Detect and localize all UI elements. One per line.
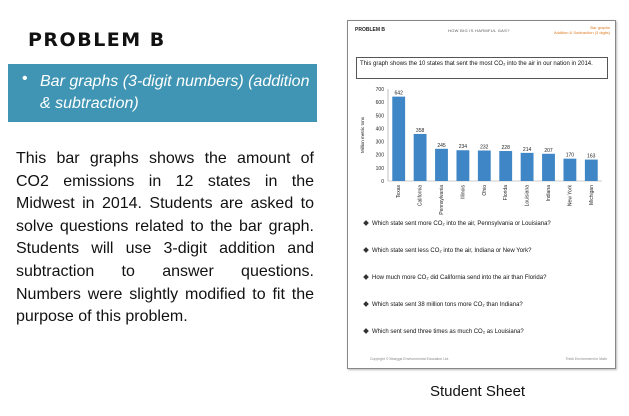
chart-svg [356,85,608,215]
y-tick-label: 700 [375,87,384,93]
x-tick-label: California [417,185,424,207]
bar-value-label: 245 [437,142,446,149]
y-tick-label: 600 [375,100,384,107]
question-item [364,248,609,254]
chart-bar [585,160,598,181]
bar-value-label: 214 [522,146,532,153]
sheet-center-label: HOW BIG IS HARMFUL GAS? [448,28,510,33]
sheet-right-label-1: Bar graphs [590,25,610,30]
bar-value-label: 228 [501,145,510,152]
y-tick-label: 400 [375,126,384,133]
chart-bar [563,159,576,181]
diamond-bullet-icon [363,221,369,227]
topic-banner [8,64,317,122]
bar-value-label: 232 [480,144,489,151]
bar-value-label: 358 [415,127,425,134]
footer-copyright: Copyright © Bluegga Environmental Education Ltd. [370,357,450,361]
x-tick-label: New York [567,185,574,207]
sheet-footer [370,357,607,363]
bar-value-label: 170 [565,152,575,159]
bar-value-label: 163 [587,153,596,160]
diamond-bullet-icon [363,275,369,281]
x-tick-label: Indiana [546,185,552,202]
page-title: PROBLEM B [28,29,166,51]
sheet-right-label-2: Addition & Subtraction (3 digits) [553,30,610,35]
x-tick-label: Pennsylvania [439,185,445,215]
diamond-bullet-icon [363,329,369,335]
sheet-caption: Student Sheet [430,383,526,400]
chart-bar [414,134,427,181]
y-tick-label: 500 [375,113,384,120]
footer-tagline: Think Environment in Math [565,357,607,361]
y-axis-label: Million metric tons [360,116,365,154]
bar-value-label: 207 [544,147,553,154]
sheet-problem-label: PROBLEM B [355,27,385,33]
question-item [364,302,609,308]
question-text: Which state sent 38 million tons more CO₂ than Indiana? [372,302,523,308]
question-item [364,275,609,281]
student-sheet-image [347,20,616,369]
x-tick-label: Florida [503,185,510,201]
y-tick-label: 200 [375,152,384,159]
x-tick-label: Illinois [460,185,467,199]
x-tick-label: Louisiana [524,185,531,207]
question-item [364,221,609,227]
sheet-header [353,26,610,38]
question-text: How much more CO₂ did California send into the air than Florida? [372,275,547,281]
co2-bar-chart [356,85,608,215]
diamond-bullet-icon [363,248,369,254]
sheet-intro: This graph shows the 10 states that sent the most CO₂ into the air in our nation in 2014. [356,57,608,79]
chart-bar [392,97,405,181]
question-text: Which state sent less CO₂ into the air, Indiana or New York? [372,248,532,254]
chart-bar [542,154,555,181]
question-text: Which sent send three times as much CO₂ as Louisiana? [372,329,524,335]
chart-bar [435,149,448,181]
question-text: Which state sent more CO₂ into the air, Pennsylvania or Louisiana? [372,221,551,227]
y-tick-label: 0 [381,179,384,185]
topic-text: Bar graphs (3-digit numbers) (addition & subtraction) [40,73,310,112]
diamond-bullet-icon [363,302,369,308]
problem-description: This bar graphs shows the amount of CO2 emissions in 12 states in the Midwest in 2014. Students are asked to solve questions related to the bar graph. Students will use 3-digit addition and subtraction to answer questions. Numbers were slightly modified to fit the purpose of this problem. [16,150,314,326]
bullet-point: • [22,70,28,87]
sheet-right-label [554,25,610,35]
y-tick-label: 100 [375,165,384,172]
chart-bar [456,150,469,181]
chart-bar [478,151,491,181]
x-tick-label: Ohio [481,185,488,196]
bar-value-label: 642 [394,90,403,97]
question-item [364,329,609,335]
y-tick-label: 300 [375,139,384,146]
chart-bar [499,151,512,181]
bar-value-label: 234 [458,144,468,151]
chart-bar [521,153,534,181]
x-tick-label: Texas [396,185,403,199]
x-tick-label: Michigan [588,184,595,206]
